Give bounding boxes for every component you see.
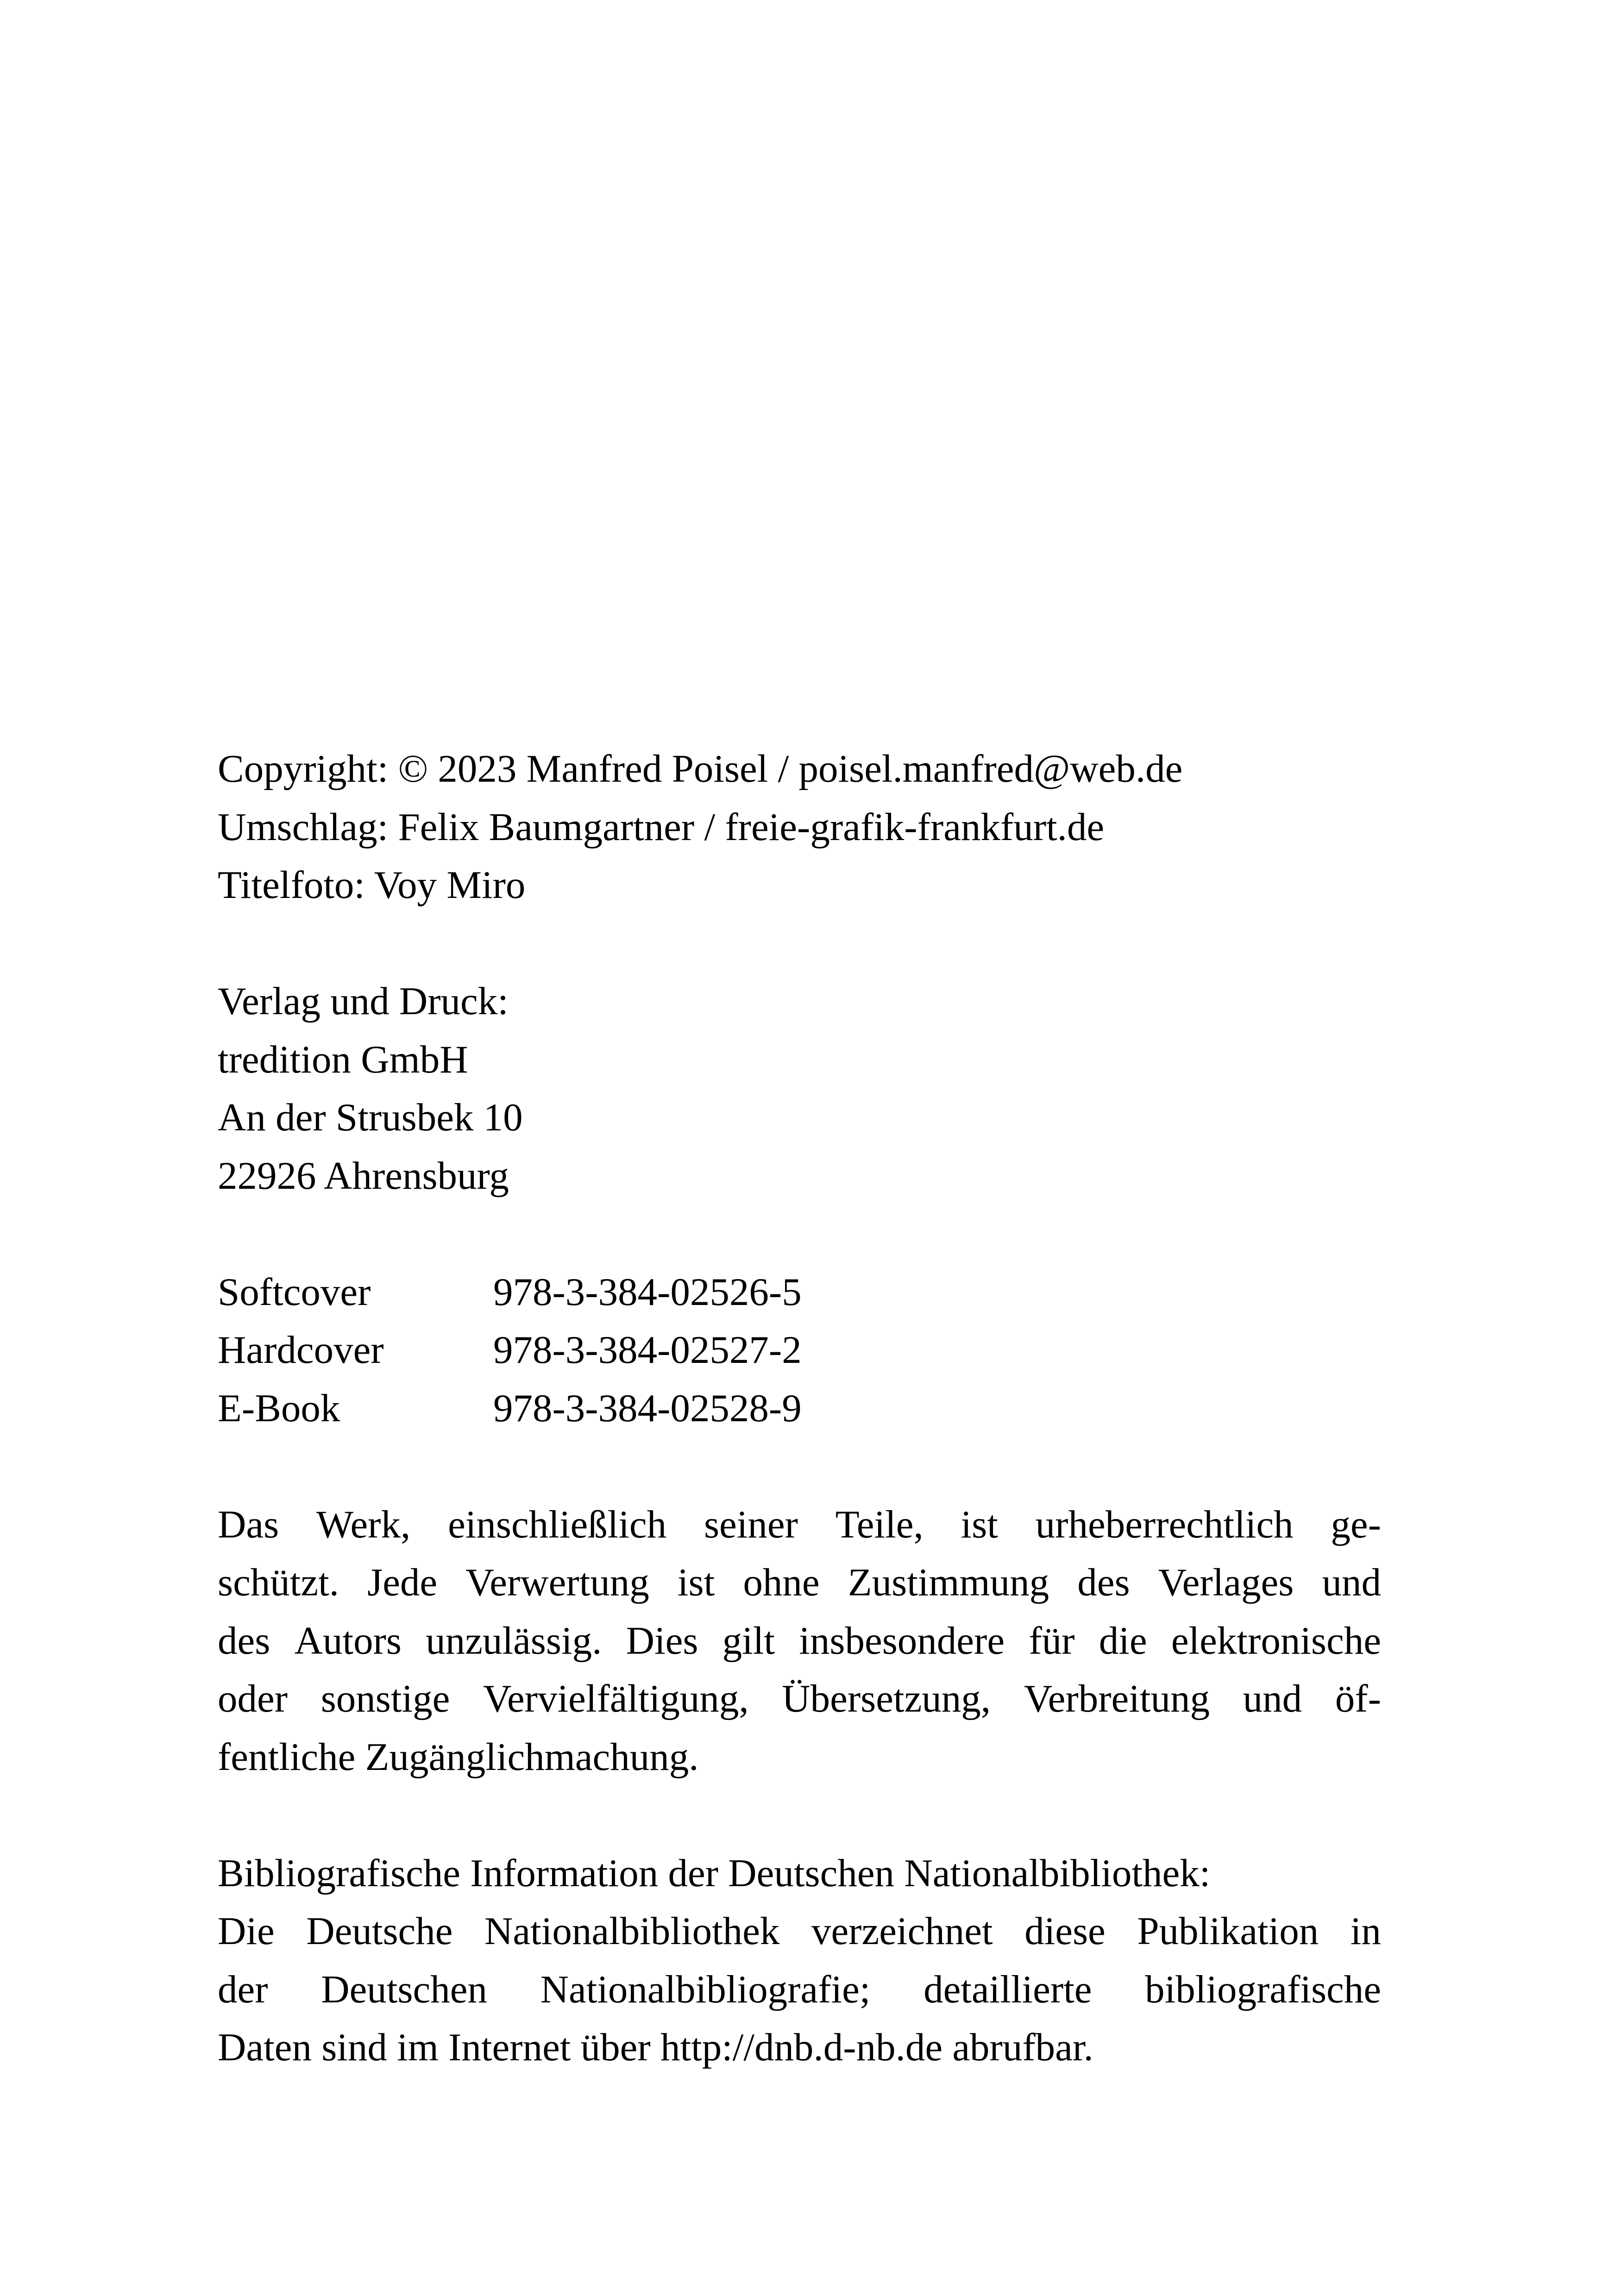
word: einschließlich [448,1502,667,1546]
isbn-row-softcover [218,1263,1381,1322]
word: Verlages [1158,1561,1294,1604]
spacer [218,1205,1381,1263]
word: Publikation [1137,1909,1319,1953]
word: Werk, [316,1502,411,1546]
word: Jede [367,1561,438,1604]
title-photo-credit-line: Titelfoto: Voy Miro [218,863,526,907]
spacer [218,1437,1381,1496]
publisher-city: 22926 Ahrensburg [218,1154,509,1198]
word: Dies [626,1618,698,1662]
bibliography-heading: Bibliografische Information der Deutschen Nationalbibliothek: [218,1851,1211,1895]
word: des [218,1618,270,1662]
word: elektronische [1171,1618,1381,1662]
spacer [218,1786,1381,1844]
word: Die [218,1909,275,1953]
word: schützt. [218,1561,339,1604]
isbn-row-hardcover [218,1321,1381,1380]
word: insbesondere [799,1618,1005,1662]
isbn-format: Softcover [218,1270,371,1314]
word: Übersetzung, [782,1677,991,1720]
bibliography-line [218,1902,1381,1961]
word: detaillierte [924,1967,1092,2011]
word: Zustimmung [848,1561,1049,1604]
word: der [218,1967,268,2011]
cover-credit-line: Umschlag: Felix Baumgartner / freie-grafik-frankfurt.de [218,805,1105,849]
word: für [1029,1618,1075,1662]
word: und [1243,1677,1302,1720]
publisher-heading: Verlag und Druck: [218,979,509,1023]
rights-notice-line [218,1670,1381,1728]
bibliography-line [218,1961,1381,2019]
word: Das [218,1502,279,1546]
isbn-number: 978-3-384-02528-9 [493,1386,802,1430]
rights-notice-line [218,1612,1381,1670]
word: seiner [704,1502,798,1546]
publisher-street: An der Strusbek 10 [218,1096,523,1139]
bibliography-notice [218,1902,1381,2077]
word: des [1077,1561,1130,1604]
rights-notice-line [218,1554,1381,1612]
word: in [1350,1909,1381,1953]
bibliography-line: Daten sind im Internet über http://dnb.d-nb.de abrufbar. [218,2026,1093,2069]
word: unzulässig. [426,1618,602,1662]
word: und [1322,1561,1381,1604]
imprint-page [218,740,1381,2077]
spacer [218,915,1381,973]
isbn-format: E-Book [218,1386,340,1430]
word: Teile, [835,1502,924,1546]
word: gilt [722,1618,775,1662]
isbn-number: 978-3-384-02526-5 [493,1270,802,1314]
word: Nationalbibliothek [484,1909,780,1953]
word: Verwertung [465,1561,649,1604]
word: ge- [1331,1502,1381,1546]
word: bibliografische [1145,1967,1381,2011]
word: diese [1024,1909,1106,1953]
word: Deutschen [321,1967,487,2011]
word: verzeichnet [811,1909,993,1953]
rights-notice-line: fentliche Zugänglichmachung. [218,1735,699,1779]
rights-notice [218,1496,1381,1787]
word: oder [218,1677,288,1720]
isbn-row-ebook [218,1380,1381,1438]
word: Nationalbibliografie; [540,1967,871,2011]
rights-notice-line [218,1496,1381,1554]
word: sonstige [320,1677,450,1720]
word: urheberrechtlich [1035,1502,1294,1546]
copyright-line: Copyright: © 2023 Manfred Poisel / poisel.manfred@web.de [218,747,1183,790]
word: Deutsche [306,1909,453,1953]
publisher-name: tredition GmbH [218,1037,468,1081]
isbn-number: 978-3-384-02527-2 [493,1328,802,1372]
isbn-format: Hardcover [218,1328,384,1372]
word: Vervielfältigung, [483,1677,749,1720]
word: ist [677,1561,715,1604]
word: ohne [743,1561,820,1604]
word: die [1099,1618,1147,1662]
word: Autors [294,1618,402,1662]
word: öf- [1335,1677,1381,1720]
word: ist [961,1502,998,1546]
word: Verbreitung [1024,1677,1210,1720]
